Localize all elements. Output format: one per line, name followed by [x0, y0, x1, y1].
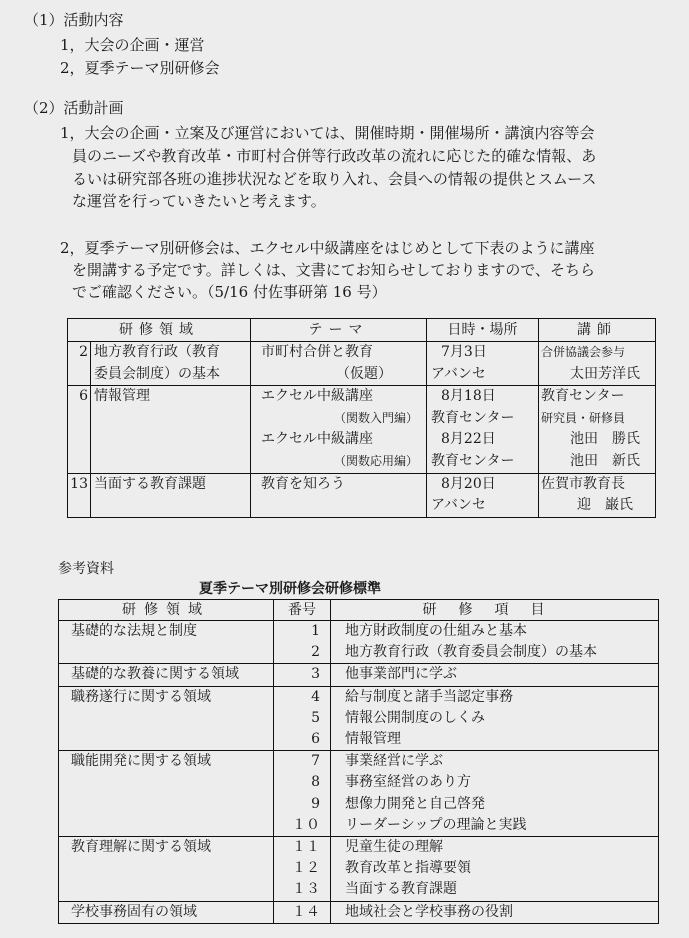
header-date: 日時・場所	[427, 319, 539, 342]
row-date-line: 8月18日	[441, 388, 496, 405]
ref-numbers	[274, 837, 331, 902]
row-lecturer	[539, 473, 656, 517]
ref-header-item: 研修項目	[331, 600, 659, 621]
row-date	[427, 473, 539, 517]
reference-label: 参考資料	[58, 561, 114, 577]
ref-group-row	[59, 837, 659, 902]
ref-number: １２	[292, 860, 320, 877]
ref-area: 基礎的な法規と制度	[59, 621, 274, 664]
row-lecturer	[539, 342, 656, 386]
ref-item: 他事業部門に学ぶ	[345, 666, 457, 683]
ref-area: 基礎的な教養に関する領域	[59, 664, 274, 686]
ref-number: 6	[311, 731, 320, 748]
row-date	[427, 342, 539, 386]
ref-number: 7	[311, 753, 320, 770]
schedule-row	[68, 386, 656, 473]
row-area-line: 地方教育行政（教育	[94, 344, 220, 360]
row-theme-title: エクセル中級講座	[261, 388, 373, 405]
ref-number: 8	[311, 774, 320, 791]
row-theme-title: エクセル中級講座	[261, 431, 373, 448]
schedule-header-row	[68, 319, 656, 342]
row-place-line: 教育センター	[431, 409, 515, 426]
row-date	[427, 386, 539, 473]
row-theme	[251, 386, 427, 473]
ref-number: １３	[292, 881, 320, 898]
ref-item: 地方財政制度の仕組みと基本	[345, 623, 527, 639]
lecturer-title: 研究員・研修員	[541, 410, 626, 425]
para1-line-1: 1，大会の企画・立案及び運営においては、開催時期・開催場所・講演内容等会	[60, 124, 595, 142]
row-theme-sub: （仮題）	[336, 365, 392, 382]
ref-number: 1	[311, 623, 320, 639]
row-area-line: 委員会制度）の基本	[94, 365, 220, 382]
ref-numbers	[274, 901, 331, 923]
para2-line-1: 2，夏季テーマ別研修会は、エクセル中級講座をはじめとして下表のように講座	[60, 239, 595, 257]
ref-number: 4	[311, 688, 320, 705]
ref-number: 9	[311, 795, 320, 812]
row-place-line: アバンセ	[431, 497, 486, 514]
ref-item: 地域社会と学校事務の役割	[345, 903, 513, 920]
ref-item: 情報管理	[345, 731, 401, 748]
lecturer-name: 太田芳洋氏	[570, 365, 640, 382]
ref-area: 職能開発に関する領域	[59, 751, 274, 837]
row-area: 情報管理	[91, 386, 251, 473]
lecturer-title: 合併協議会参与	[541, 345, 626, 359]
ref-items	[331, 901, 659, 923]
ref-numbers	[274, 621, 331, 664]
ref-item: 当面する教育課題	[345, 881, 457, 898]
para1-line-4: な運営を行っていきたいと考えます。	[72, 192, 326, 210]
header-theme: テーマ	[251, 319, 427, 342]
row-theme-sub: （関数入門編）	[333, 410, 418, 425]
lecturer-name: 池田 勝氏	[570, 431, 640, 448]
row-theme-title: 市町村合併と教育	[261, 344, 373, 360]
ref-numbers	[274, 686, 331, 751]
reference-table	[58, 599, 659, 924]
ref-number: 3	[311, 666, 320, 683]
ref-item: 児童生徒の理解	[345, 839, 443, 856]
row-date-line: 8月22日	[441, 431, 496, 448]
row-number: 6	[68, 386, 91, 473]
row-area	[91, 342, 251, 386]
schedule-row	[68, 473, 656, 517]
section1-item-1: 1，大会の企画・運営	[60, 36, 205, 54]
row-theme: 教育を知ろう	[251, 473, 427, 517]
ref-number: 5	[311, 709, 320, 726]
row-date-line: 8月20日	[441, 475, 496, 492]
ref-group-row	[59, 751, 659, 837]
para2-line-2: を開講する予定です。詳しくは、文書にてお知らせしておりますので、そちら	[72, 261, 596, 279]
ref-item: 想像力開発と自己啓発	[345, 795, 485, 812]
reference-title: 夏季テーマ別研修会研修標準	[199, 581, 381, 597]
schedule-table	[67, 318, 656, 518]
ref-number: １１	[292, 839, 320, 856]
ref-item: 給与制度と諸手当認定事務	[345, 688, 513, 705]
ref-items	[331, 664, 659, 686]
ref-group-row	[59, 664, 659, 686]
header-area: 研修領域	[68, 319, 251, 342]
lecturer-name: 迎 巌氏	[577, 497, 633, 514]
row-place-line: アバンセ	[431, 365, 486, 382]
ref-numbers	[274, 664, 331, 686]
ref-number: 2	[311, 644, 320, 661]
ref-items	[331, 837, 659, 902]
schedule-row	[68, 342, 656, 386]
ref-item: 情報公開制度のしくみ	[345, 709, 485, 726]
ref-area: 学校事務固有の領域	[59, 901, 274, 923]
ref-item: 教育改革と指導要領	[345, 860, 471, 877]
ref-items	[331, 686, 659, 751]
para1-line-3: るいは研究部各班の進捗状況などを取り入れ、会員への情報の提供とスムース	[72, 170, 597, 188]
ref-header-area: 研修領域	[59, 600, 274, 621]
ref-group-row	[59, 686, 659, 751]
lecturer-title: 教育センター	[541, 388, 625, 405]
row-number: 13	[68, 473, 91, 517]
header-lecturer: 講師	[539, 319, 656, 342]
row-theme-sub: （関数応用編）	[333, 453, 418, 468]
lecturer-title: 佐賀市教育長	[541, 475, 625, 492]
row-lecturer	[539, 386, 656, 473]
row-date-line: 7月3日	[441, 344, 487, 360]
ref-item: 事務室経営のあり方	[345, 774, 471, 791]
ref-header-number: 番号	[274, 600, 331, 621]
ref-group-row	[59, 621, 659, 664]
ref-items	[331, 621, 659, 664]
ref-number: １４	[292, 903, 320, 920]
ref-items	[331, 751, 659, 837]
row-area: 当面する教育課題	[91, 473, 251, 517]
row-place-line: 教育センター	[431, 452, 515, 469]
row-number: 2	[68, 342, 91, 386]
ref-item: 地方教育行政（教育委員会制度）の基本	[345, 644, 597, 661]
ref-group-row	[59, 901, 659, 923]
reference-header-row	[59, 600, 659, 621]
para1-line-2: 員のニーズや教育改革・市町村合併等行政改革の流れに応じた的確な情報、あ	[72, 147, 597, 165]
section1-heading: （1）活動内容	[24, 11, 124, 29]
ref-number: １０	[292, 816, 320, 833]
ref-numbers	[274, 751, 331, 837]
lecturer-name: 池田 新氏	[570, 452, 640, 469]
ref-item: 事業経営に学ぶ	[345, 753, 443, 770]
ref-area: 教育理解に関する領域	[59, 837, 274, 902]
ref-item: リーダーシップの理論と実践	[345, 816, 527, 833]
section2-heading: （2）活動計画	[24, 99, 124, 117]
ref-area: 職務遂行に関する領域	[59, 686, 274, 751]
section1-item-2: 2，夏季テーマ別研修会	[60, 59, 220, 77]
row-theme	[251, 342, 427, 386]
para2-line-3: でご確認ください。（5/16 付佐事研第 16 号）	[72, 283, 387, 301]
